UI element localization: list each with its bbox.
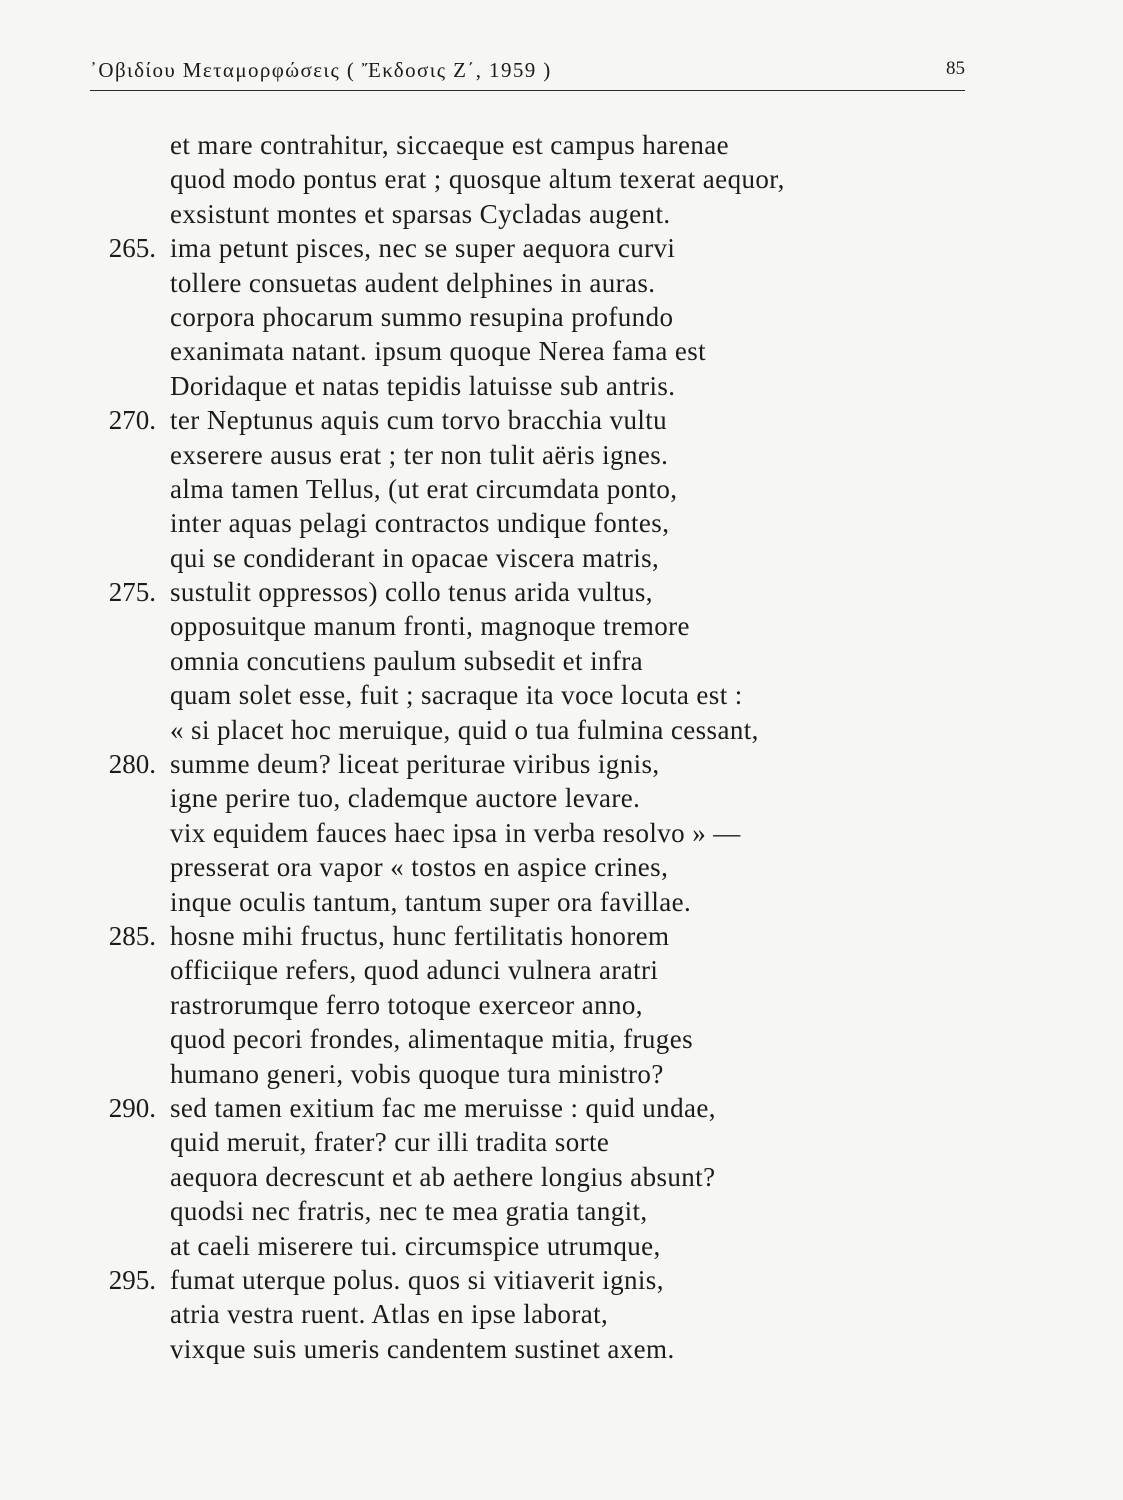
verse-text: vixque suis umeris candentem sustinet axem.	[170, 1333, 675, 1364]
verse-text: quodsi nec fratris, nec te mea gratia tangit,	[170, 1196, 648, 1227]
verse-text: ter Neptunus aquis cum torvo bracchia vultu	[170, 405, 668, 436]
verse-line	[100, 919, 960, 953]
verse-line	[100, 885, 960, 919]
verse-line	[100, 850, 960, 884]
verse-line	[100, 1022, 960, 1056]
line-number: 285.	[108, 920, 156, 951]
line-number: 290.	[108, 1092, 156, 1123]
verse-line	[100, 609, 960, 643]
verse-line	[100, 541, 960, 575]
verse-text: quam solet esse, fuit ; sacraque ita voce locuta est :	[170, 680, 743, 711]
verse-line	[100, 438, 960, 472]
verse-line	[100, 266, 960, 300]
verse-text: at caeli miserere tui. circumspice utrumque,	[170, 1230, 661, 1261]
verse-line	[100, 953, 960, 987]
verse-line	[100, 1332, 960, 1366]
verse-text: fumat uterque polus. quos si vitiaverit ignis,	[170, 1264, 664, 1295]
verse-text: officiique refers, quod adunci vulnera aratri	[170, 955, 659, 986]
verse-line	[100, 128, 960, 162]
verse-text: « si placet hoc meruique, quid o tua fulmina cessant,	[170, 714, 759, 745]
verse-text: vix equidem fauces haec ipsa in verba resolvo » —	[170, 817, 741, 848]
verse-line	[100, 644, 960, 678]
verse-line	[100, 678, 960, 712]
verse-text: omnia concutiens paulum subsedit et infra	[170, 645, 644, 676]
verse-text: ima petunt pisces, nec se super aequora curvi	[170, 233, 676, 264]
verse-text: Doridaque et natas tepidis latuisse sub antris.	[170, 370, 676, 401]
verse-line	[100, 369, 960, 403]
page-number: 85	[946, 58, 965, 79]
verse-line	[100, 472, 960, 506]
verse-text: sed tamen exitium fac me meruisse : quid undae,	[170, 1092, 716, 1123]
verse-text: rastrorumque ferro totoque exerceor anno,	[170, 989, 643, 1020]
verse-text: presserat ora vapor « tostos en aspice crines,	[170, 852, 669, 883]
verse-text: aequora decrescunt et ab aethere longius absunt?	[170, 1161, 716, 1192]
verse-text: exanimata natant. ipsum quoque Nerea fama est	[170, 336, 707, 367]
verse-block	[100, 128, 960, 1366]
verse-text: tollere consuetas audent delphines in auras.	[170, 267, 656, 298]
verse-text: quod modo pontus erat ; quosque altum texerat aequor,	[170, 164, 785, 195]
verse-line	[100, 816, 960, 850]
verse-text: sustulit oppressos) collo tenus arida vultus,	[170, 577, 653, 608]
verse-text: exsistunt montes et sparsas Cycladas augent.	[170, 198, 671, 229]
verse-line	[100, 1091, 960, 1125]
verse-line	[100, 506, 960, 540]
line-number: 265.	[108, 233, 156, 264]
verse-text: opposuitque manum fronti, magnoque tremore	[170, 611, 690, 642]
verse-text: quod pecori frondes, alimentaque mitia, fruges	[170, 1024, 693, 1055]
header-rule	[90, 90, 965, 91]
verse-line	[100, 1160, 960, 1194]
verse-text: summe deum? liceat periturae viribus ignis,	[170, 749, 660, 780]
verse-line	[100, 403, 960, 437]
verse-line	[100, 300, 960, 334]
verse-text: exserere ausus erat ; ter non tulit aëris ignes.	[170, 439, 669, 470]
verse-line	[100, 162, 960, 196]
verse-line	[100, 781, 960, 815]
verse-text: atria vestra ruent. Atlas en ipse laborat,	[170, 1299, 609, 1330]
line-number: 280.	[108, 749, 156, 780]
running-title: ᾿Οβιδίου Μεταμορφώσεις ( Ἔκδοσις Ζ΄, 1959 )	[90, 58, 552, 82]
verse-line	[100, 334, 960, 368]
verse-line	[100, 1229, 960, 1263]
verse-line	[100, 1194, 960, 1228]
verse-text: corpora phocarum summo resupina profundo	[170, 301, 674, 332]
verse-text: quid meruit, frater? cur illi tradita sorte	[170, 1127, 610, 1158]
verse-text: et mare contrahitur, siccaeque est campus harenae	[170, 130, 729, 160]
line-number: 270.	[108, 405, 156, 436]
verse-line	[100, 747, 960, 781]
verse-line	[100, 575, 960, 609]
page-header	[90, 58, 965, 96]
verse-text: inter aquas pelagi contractos undique fontes,	[170, 508, 670, 539]
verse-line	[100, 1057, 960, 1091]
verse-line	[100, 1125, 960, 1159]
verse-text: hosne mihi fructus, hunc fertilitatis honorem	[170, 920, 670, 951]
verse-line	[100, 1297, 960, 1331]
verse-line	[100, 1263, 960, 1297]
verse-line	[100, 231, 960, 265]
verse-text: humano generi, vobis quoque tura ministro?	[170, 1058, 664, 1089]
verse-text: inque oculis tantum, tantum super ora favillae.	[170, 886, 692, 917]
verse-line	[100, 197, 960, 231]
verse-text: qui se condiderant in opacae viscera matris,	[170, 542, 660, 573]
verse-line	[100, 988, 960, 1022]
verse-line	[100, 713, 960, 747]
line-number: 295.	[108, 1264, 156, 1295]
line-number: 275.	[108, 577, 156, 608]
verse-text: alma tamen Tellus, (ut erat circumdata ponto,	[170, 473, 678, 504]
verse-text: igne perire tuo, clademque auctore levare.	[170, 783, 641, 814]
